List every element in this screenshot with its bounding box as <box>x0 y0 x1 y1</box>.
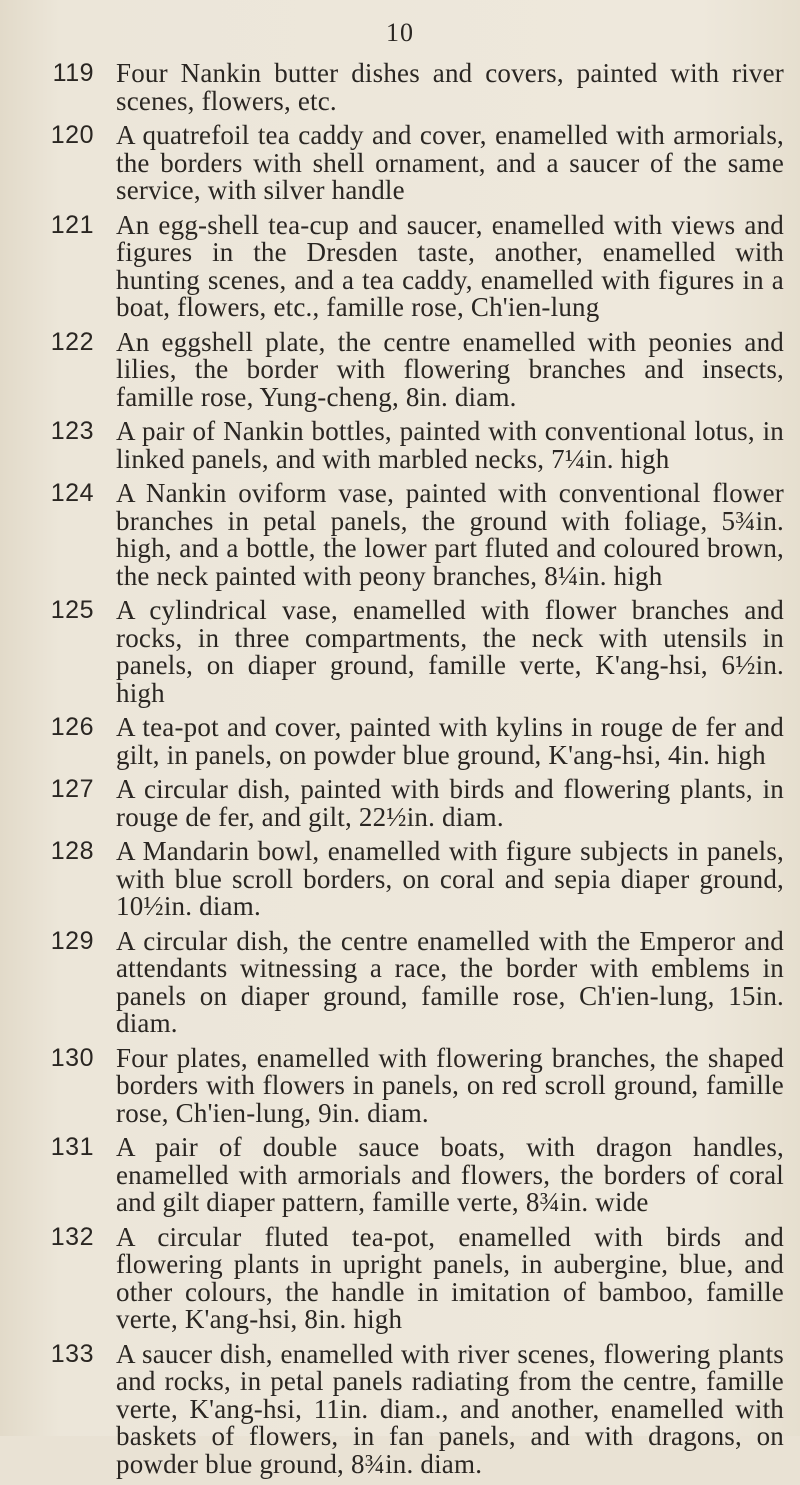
lot-description: A cylindrical vase, enamelled with flower branches and rocks, in three compartments, the neck with utensils in panels, on diaper ground, famille verte, K'ang-hsi, 6½in. high <box>116 595 784 708</box>
lot-description: Four plates, enamelled with flowering branches, the shaped borders with flowers in panels, on red scroll ground, famille rose, Ch'ien-lung, 9in. diam. <box>116 1042 784 1128</box>
lot-number: 125 <box>50 596 94 624</box>
lot-number: 119 <box>52 59 94 87</box>
lot-entry <box>0 1042 800 1128</box>
lot-entry <box>0 925 800 1038</box>
lot-description: A Nankin oviform vase, painted with conventional flower branches in petal panels, the ground with foliage, 5¾in. high, and a bottle, the lower part fluted and coloured brown, the neck painted with peony branches, 8¼in. high <box>116 478 784 591</box>
lot-entry <box>0 209 800 322</box>
lot-entry <box>0 1134 800 1217</box>
lot-number: 120 <box>50 121 94 149</box>
lot-description: A pair of double sauce boats, with dragon handles, enamelled with armorials and flowers, the borders of coral and gilt diaper pattern, famille verte, 8¾in. wide <box>116 1132 784 1217</box>
lot-number: 133 <box>50 1339 94 1368</box>
lot-number: 128 <box>50 837 94 865</box>
lot-entry <box>0 60 800 115</box>
lot-entry <box>0 326 800 412</box>
lot-description: A tea-pot and cover, painted with kylins in rouge de fer and gilt, in panels, on powder blue ground, K'ang-hsi, 4in. high <box>116 712 784 770</box>
lot-entry <box>0 776 800 831</box>
lot-number: 127 <box>50 775 94 803</box>
lot-number: 130 <box>50 1043 94 1072</box>
lot-description: An egg-shell tea-cup and saucer, enamelled with views and figures in the Dresden taste, another, enamelled with hunting scenes, and a tea caddy, enamelled with figures in a boat, flowers, etc., famille rose, Ch'ien-lung <box>116 209 784 322</box>
lot-entry <box>0 418 800 473</box>
lot-entry <box>0 1221 800 1334</box>
lot-number: 121 <box>50 210 94 239</box>
lot-description: A quatrefoil tea caddy and cover, enamelled with armorials, the borders with shell ornament, and a saucer of the same service, with silver handle <box>116 120 784 205</box>
lot-entry <box>0 480 800 590</box>
lot-description: Four Nankin butter dishes and covers, painted with river scenes, flowers, etc. <box>116 58 784 116</box>
lot-number: 132 <box>50 1222 94 1251</box>
lot-description: A pair of Nankin bottles, painted with conventional lotus, in linked panels, and with marbled necks, 7¼in. high <box>116 416 784 474</box>
lot-description: A circular fluted tea-pot, enamelled with birds and flowering plants in upright panels, in aubergine, blue, and other colours, the handle in imitation of bamboo, famille verte, K'ang-hsi, 8in. high <box>116 1221 784 1334</box>
lot-entry <box>0 1338 800 1479</box>
lot-number: 122 <box>50 327 94 356</box>
lot-description: A circular dish, painted with birds and flowering plants, in rouge de fer, and gilt, 22½in. diam. <box>116 774 784 832</box>
lot-entry <box>0 838 800 921</box>
lot-list <box>0 60 800 1485</box>
lot-description: A circular dish, the centre enamelled with the Emperor and attendants witnessing a race, the border with emblems in panels on diaper ground, famille rose, Ch'ien-lung, 15in. diam. <box>116 925 784 1038</box>
lot-number: 126 <box>50 713 94 741</box>
lot-description: An eggshell plate, the centre enamelled with peonies and lilies, the border with flowering branches and insects, famille rose, Yung-cheng, 8in. diam. <box>116 326 784 412</box>
lot-number: 123 <box>50 417 94 445</box>
page-number: 10 <box>386 18 414 47</box>
lot-description: A Mandarin bowl, enamelled with figure subjects in panels, with blue scroll borders, on coral and sepia diaper ground, 10½in. diam. <box>116 836 784 921</box>
lot-entry <box>0 122 800 205</box>
lot-entry <box>0 597 800 707</box>
lot-number: 129 <box>50 926 94 955</box>
lot-number: 131 <box>50 1133 94 1161</box>
lot-number: 124 <box>50 479 94 507</box>
lot-description: A saucer dish, enamelled with river scenes, flowering plants and rocks, in petal panels radiating from the centre, famille verte, K'ang-hsi, 11in. diam., and another, enamelled with baskets of flowers, in fan panels, and with dragons, on powder blue ground, 8¾in. diam. <box>116 1338 784 1479</box>
lot-entry <box>0 714 800 769</box>
